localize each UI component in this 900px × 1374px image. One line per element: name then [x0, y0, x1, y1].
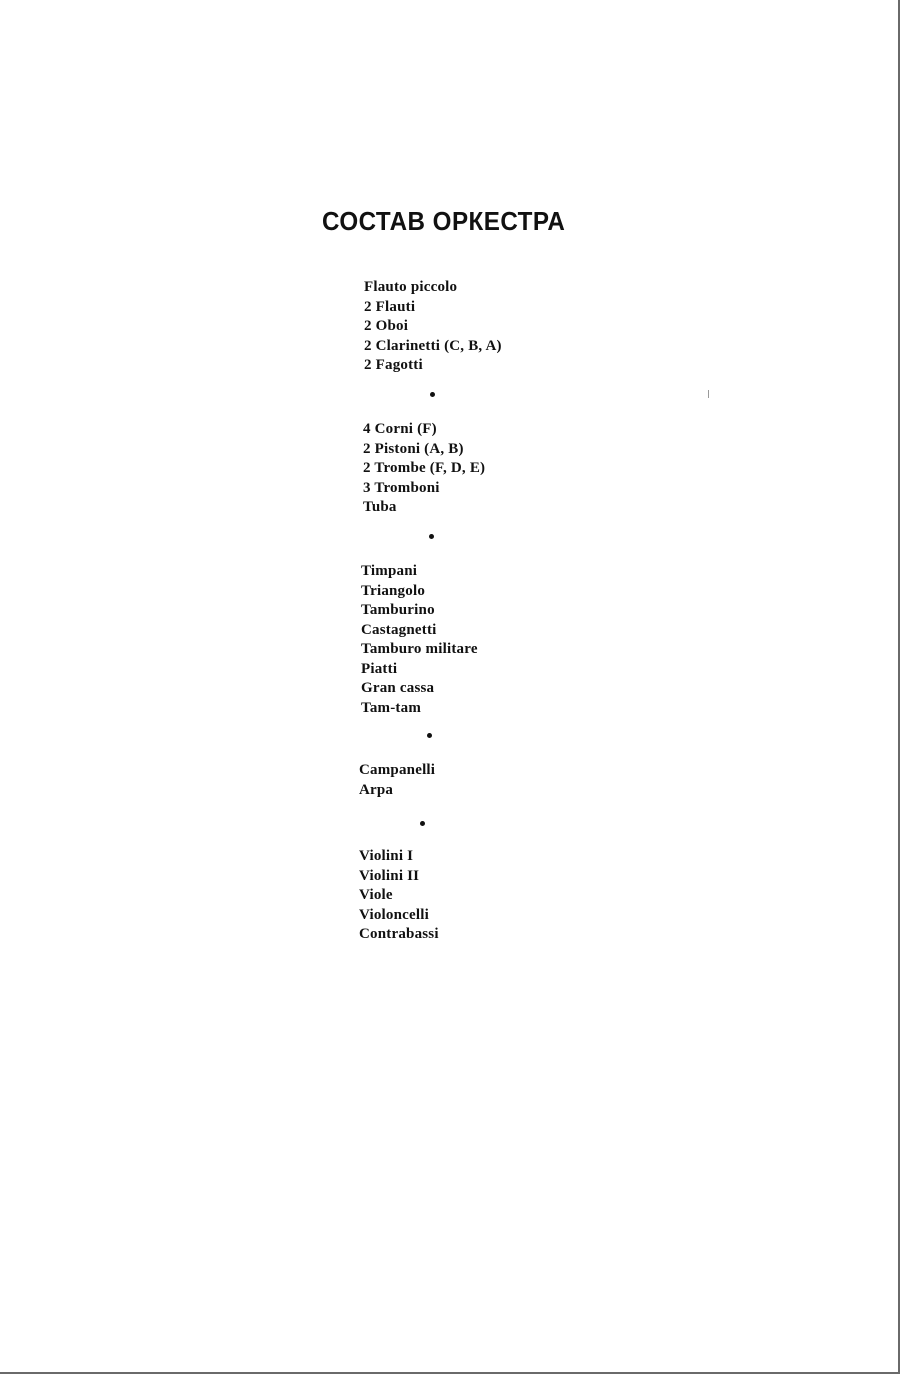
- woodwinds-list: [364, 278, 502, 376]
- section-separator-dot: [429, 534, 434, 539]
- list-item: 2 Fagotti: [364, 357, 423, 373]
- list-item: 2 Pistoni (A, B): [363, 440, 464, 457]
- list-item: Campanelli: [359, 762, 436, 778]
- list-item: Tamburo militare: [361, 641, 478, 657]
- list-item: Triangolo: [361, 582, 426, 599]
- list-item: Gran cassa: [361, 680, 435, 696]
- section-separator-dot: [427, 733, 432, 738]
- list-item: Violoncelli: [359, 906, 429, 923]
- list-item: 3 Tromboni: [363, 479, 440, 496]
- list-item: Tamburino: [361, 602, 435, 618]
- page-title: СОСТАВ ОРКЕСТРА: [322, 206, 566, 236]
- list-item: Contrabassi: [359, 926, 439, 942]
- list-item: Viole: [359, 887, 393, 903]
- section-separator-dot: [420, 821, 425, 826]
- brass-list: [363, 420, 485, 518]
- list-item: 2 Flauti: [364, 298, 416, 315]
- percussion-list: [361, 562, 478, 718]
- list-item: Flauto piccolo: [364, 279, 458, 295]
- list-item: Tuba: [363, 499, 397, 515]
- list-item: Timpani: [361, 563, 418, 579]
- section-separator-dot: [430, 392, 435, 397]
- list-item: Castagnetti: [361, 621, 437, 638]
- list-item: 2 Oboi: [364, 318, 409, 334]
- strings-list: [359, 847, 439, 945]
- list-item: Violini II: [359, 867, 420, 884]
- list-item: Arpa: [359, 781, 394, 798]
- keyboard-harp-list: [359, 761, 435, 800]
- scan-speck: [708, 390, 709, 398]
- list-item: 4 Corni (F): [363, 421, 437, 437]
- list-item: 2 Clarinetti (C, B, A): [364, 337, 502, 354]
- list-item: Violini I: [359, 848, 414, 864]
- list-item: Piatti: [361, 660, 398, 677]
- list-item: 2 Trombe (F, D, E): [363, 460, 486, 476]
- list-item: Tam-tam: [361, 699, 422, 716]
